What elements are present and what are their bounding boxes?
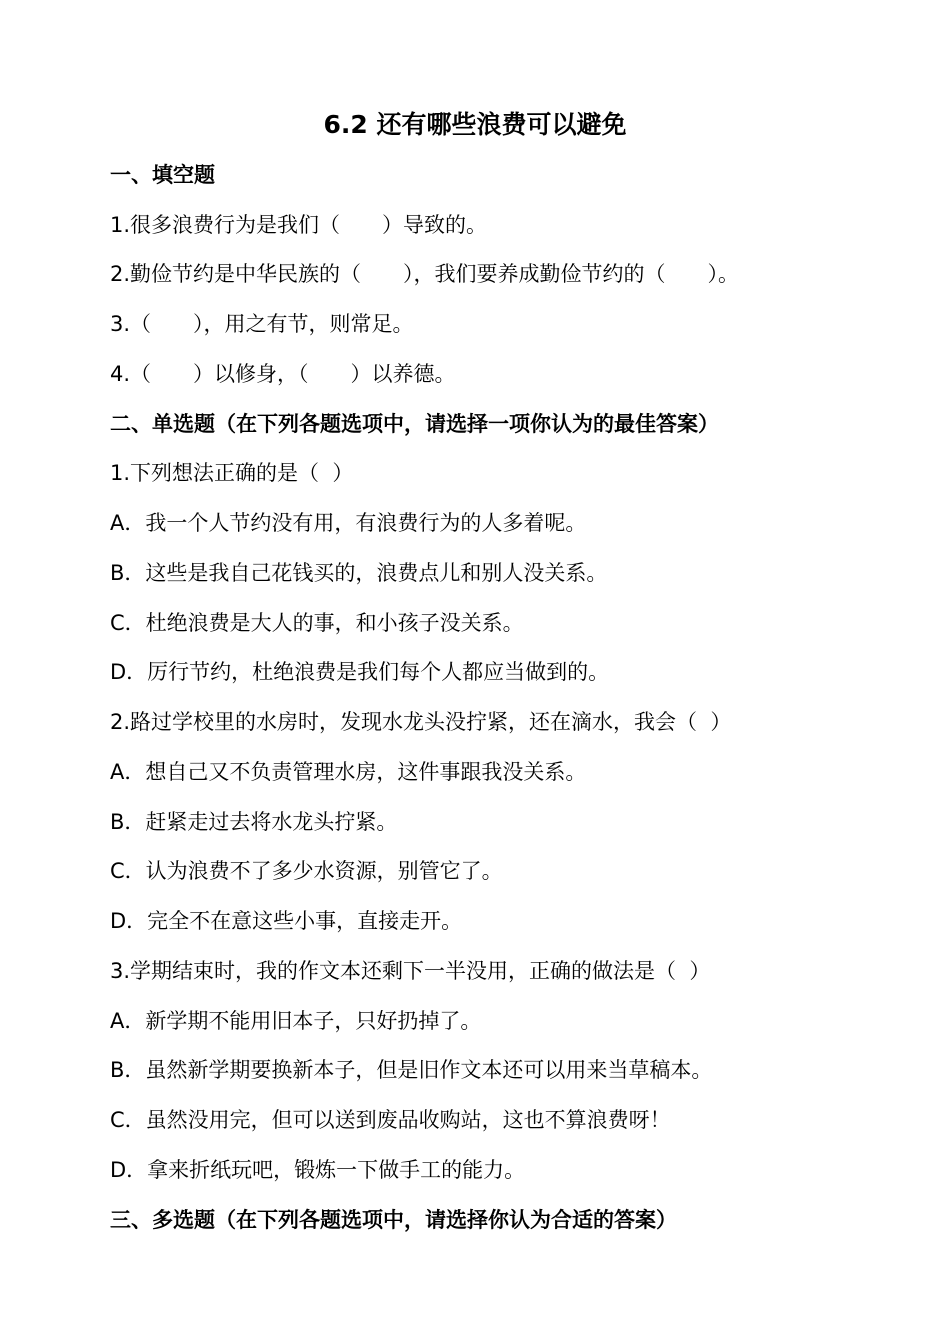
question-3-option-a: A．新学期不能用旧本子，只好扔掉了。 [110,1009,482,1033]
document-title: 6.2 还有哪些浪费可以避免 [323,110,627,139]
question-1-option-d: D．厉行节约，杜绝浪费是我们每个人都应当做到的。 [110,660,610,684]
question-3-stem: 3.学期结束时，我的作文本还剩下一半没用，正确的做法是（ ） [110,959,711,983]
fill-blank-item-4: 4.（ ）以修身，（ ）以养德。 [110,362,456,386]
fill-blank-item-1: 1.很多浪费行为是我们（ ）导致的。 [110,213,488,237]
question-1-option-b: B．这些是我自己花钱买的，浪费点儿和别人没关系。 [110,561,608,585]
section-heading-fill-blank: 一、填空题 [110,163,215,187]
question-3-option-d: D．拿来折纸玩吧，锻炼一下做手工的能力。 [110,1158,526,1182]
fill-blank-item-2: 2.勤俭节约是中华民族的（ ），我们要养成勤俭节约的（ ）。 [110,262,740,286]
question-3-option-c: C．虽然没用完，但可以送到废品收购站，这也不算浪费呀！ [110,1108,671,1132]
question-2-stem: 2.路过学校里的水房时，发现水龙头没拧紧，还在滴水，我会（ ） [110,710,732,734]
question-2-option-d: D．完全不在意这些小事，直接走开。 [110,909,463,933]
section-heading-multi-choice: 三、多选题（在下列各题选项中，请选择你认为合适的答案） [110,1208,677,1232]
question-1-stem: 1.下列想法正确的是（ ） [110,461,354,485]
question-3-option-b: B．虽然新学期要换新本子，但是旧作文本还可以用来当草稿本。 [110,1058,713,1082]
question-2-option-c: C．认为浪费不了多少水资源，别管它了。 [110,859,503,883]
question-2-option-a: A．想自己又不负责管理水房，这件事跟我没关系。 [110,760,587,784]
fill-blank-item-3: 3.（ ），用之有节，则常足。 [110,312,414,336]
question-1-option-a: A．我一个人节约没有用，有浪费行为的人多着呢。 [110,511,587,535]
section-heading-single-choice: 二、单选题（在下列各题选项中，请选择一项你认为的最佳答案） [110,412,719,436]
question-2-option-b: B．赶紧走过去将水龙头拧紧。 [110,810,398,834]
question-1-option-c: C．杜绝浪费是大人的事，和小孩子没关系。 [110,611,524,635]
